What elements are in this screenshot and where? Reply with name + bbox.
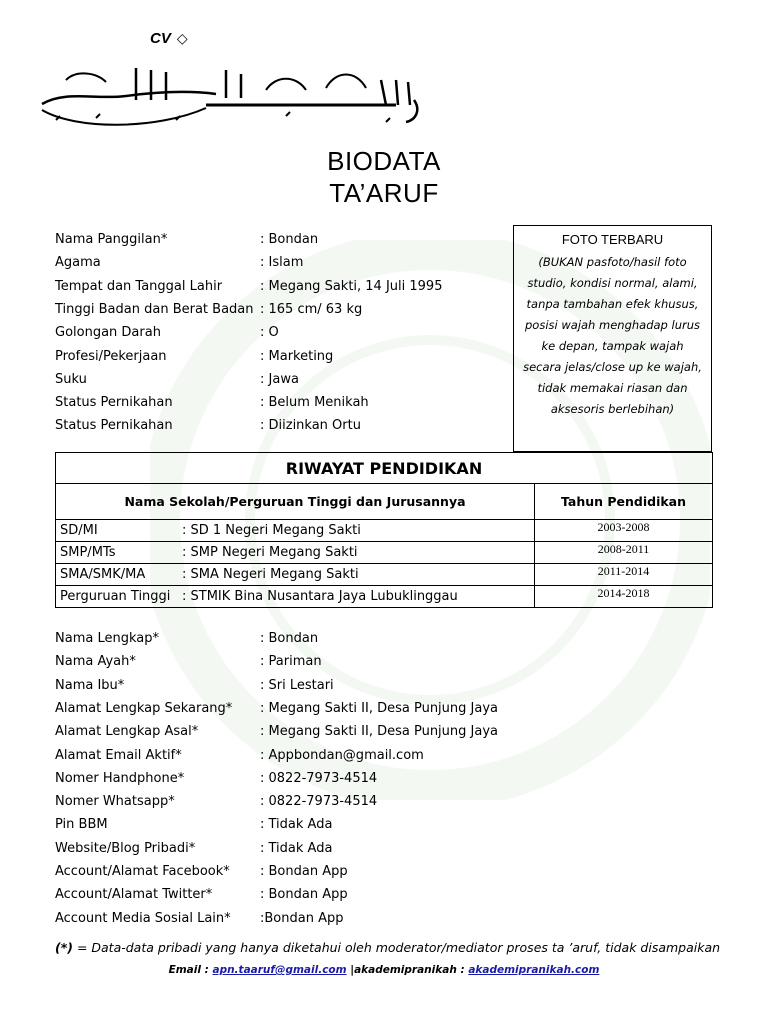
year-cell: 2014-2018 <box>535 586 713 608</box>
school-cell <box>56 564 535 586</box>
page-title-line1: BIODATA <box>327 146 441 176</box>
field-label: Agama <box>55 255 101 271</box>
field-label: Status Pernikahan <box>55 395 173 411</box>
field-label: Suku <box>55 371 87 387</box>
school-cell <box>56 542 535 564</box>
field-label: Nama Panggilan* <box>55 232 168 247</box>
field-value: : O <box>260 325 279 341</box>
email-link[interactable]: apn.taaruf@gmail.com <box>212 964 347 976</box>
field-value: : 165 cm/ 63 kg <box>260 301 363 317</box>
field-value: : Bondan App <box>260 864 348 879</box>
school-column-header: Nama Sekolah/Perguruan Tinggi dan Jurusannya <box>56 484 535 520</box>
education-level: Perguruan Tinggi <box>60 589 171 604</box>
year-cell: 2011-2014 <box>535 564 713 586</box>
field-label: Tempat dan Tanggal Lahir <box>55 278 223 294</box>
field-value: : 0822-7973-4514 <box>260 770 378 786</box>
field-label: Golongan Darah <box>55 325 161 341</box>
field-label: Nama Lengkap* <box>55 631 159 646</box>
field-label: Account/Alamat Facebook* <box>55 864 230 879</box>
field-value: : Megang Sakti, 14 Juli 1995 <box>260 278 443 294</box>
table-row <box>56 564 713 586</box>
field-value: : Tidak Ada <box>260 817 333 833</box>
school-name: : STMIK Bina Nusantara Jaya Lubuklinggau <box>182 589 458 604</box>
field-label: Nama Ibu* <box>55 677 125 693</box>
school-name: : SD 1 Negeri Megang Sakti <box>182 523 361 538</box>
field-label: Profesi/Pekerjaan <box>55 348 167 364</box>
cv-label <box>150 30 188 47</box>
page-title-line2: TA’ARUF <box>329 178 439 208</box>
cv-text: CV <box>150 30 171 47</box>
field-value: : Jawa <box>260 371 299 387</box>
field-value: : Appbondan@gmail.com <box>260 747 424 763</box>
education-table <box>55 452 713 608</box>
school-cell <box>56 520 535 542</box>
bismillah-calligraphy <box>36 60 422 136</box>
field-value: : Megang Sakti II, Desa Punjung Jaya <box>260 700 498 716</box>
field-label: Nama Ayah* <box>55 654 136 670</box>
contact-line <box>0 964 768 976</box>
photo-box <box>513 225 712 452</box>
field-label: Alamat Email Aktif* <box>55 747 182 763</box>
year-cell: 2003-2008 <box>535 520 713 542</box>
education-heading: RIWAYAT PENDIDIKAN <box>56 453 713 484</box>
field-label: Nomer Handphone* <box>55 770 185 786</box>
field-label: Account/Alamat Twitter* <box>55 887 213 903</box>
field-value: : 0822-7973-4514 <box>260 794 378 810</box>
table-row <box>56 586 713 608</box>
field-label: Pin BBM <box>55 817 108 833</box>
field-value: : Bondan <box>260 232 319 247</box>
field-label: Alamat Lengkap Asal* <box>55 724 199 740</box>
footnote-text: = Data-data pribadi yang hanya diketahui oleh moderator/mediator proses ta ’aruf, tidak disampaikan <box>72 940 721 955</box>
year-cell: 2008-2011 <box>535 542 713 564</box>
photo-title: FOTO TERBARU <box>561 232 664 247</box>
website-link[interactable]: akademipranikah.com <box>468 964 600 976</box>
email-label: Email : <box>168 964 213 976</box>
year-column-header: Tahun Pendidikan <box>535 484 713 520</box>
field-label: Tinggi Badan dan Berat Badan <box>55 301 254 317</box>
photo-description: (BUKAN pasfoto/hasil foto studio, kondisi normal, alami, tanpa tambahan efek khusus, posisi wajah menghadap lurus ke depan, tampak wajah secara jelas/close up ke wajah, tidak memakai riasan dan aksesoris berlebihan) <box>523 255 702 416</box>
diamond-icon: ◇ <box>176 30 188 46</box>
field-value: : Bondan App <box>260 887 348 903</box>
education-level: SD/MI <box>60 523 98 538</box>
school-name: : SMA Negeri Megang Sakti <box>182 567 359 582</box>
contact-separator: |akademipranikah : <box>346 964 469 976</box>
field-label: Website/Blog Pribadi* <box>55 840 196 856</box>
footnote-marker: (*) <box>55 940 73 955</box>
field-label: Alamat Lengkap Sekarang* <box>55 700 233 716</box>
education-level: SMA/SMK/MA <box>60 567 146 582</box>
field-value: : Marketing <box>260 348 334 364</box>
field-value: : Diizinkan Ortu <box>260 418 361 434</box>
footnote <box>55 940 755 955</box>
table-row <box>56 520 713 542</box>
field-value: : Bondan <box>260 631 319 646</box>
field-label: Nomer Whatsapp* <box>55 794 175 810</box>
field-value: : Belum Menikah <box>260 395 369 411</box>
field-value: : Islam <box>260 255 304 271</box>
field-label: Status Pernikahan <box>55 418 173 434</box>
field-value: : Sri Lestari <box>260 677 334 693</box>
field-label: Account Media Sosial Lain* <box>55 910 231 926</box>
education-level: SMP/MTs <box>60 545 116 560</box>
field-value: :Bondan App <box>260 910 344 926</box>
field-value: : Tidak Ada <box>260 840 333 856</box>
school-cell <box>56 586 535 608</box>
table-row <box>56 542 713 564</box>
field-value: : Pariman <box>260 654 322 670</box>
school-name: : SMP Negeri Megang Sakti <box>182 545 358 560</box>
field-value: : Megang Sakti II, Desa Punjung Jaya <box>260 724 498 740</box>
